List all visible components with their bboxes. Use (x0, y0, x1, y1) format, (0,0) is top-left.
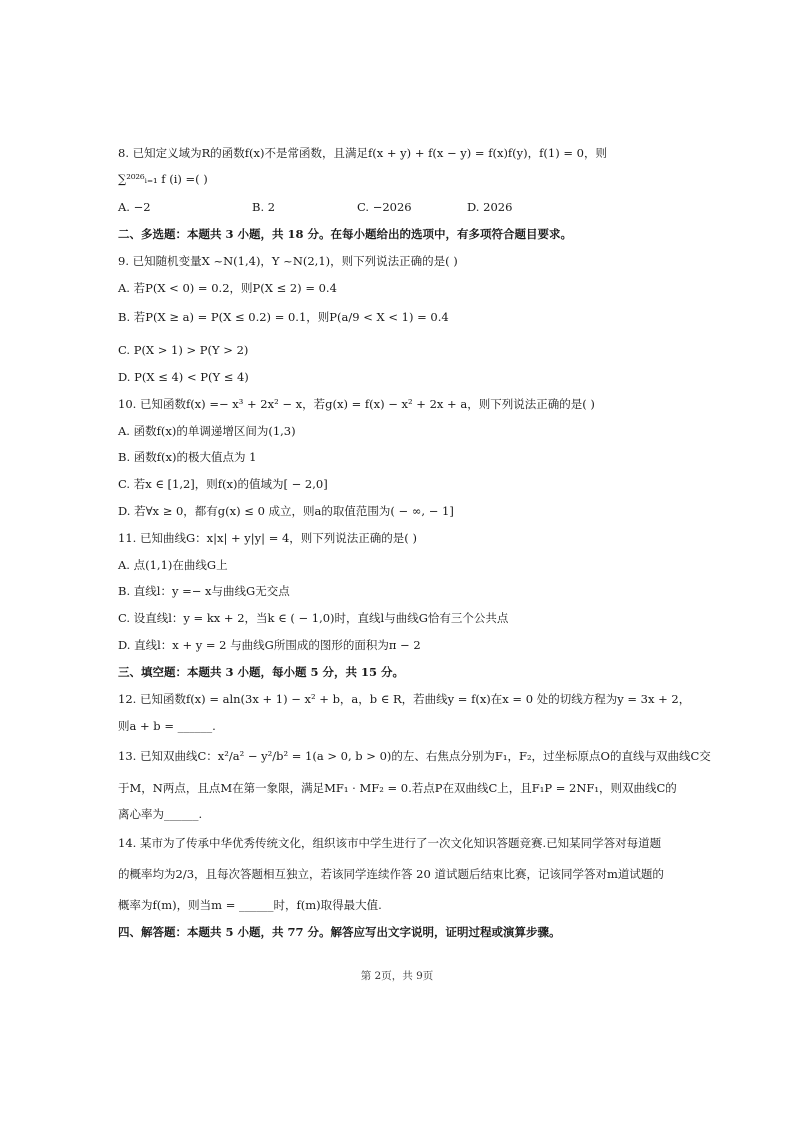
q8-option-d: D. 2026 (467, 200, 513, 214)
q12-line1: 12. 已知函数f(x) = aln(3x + 1) − x² + b，a，b ∈ R，若曲线y = f(x)在x = 0 处的切线方程为y = 3x + 2， (118, 692, 691, 706)
q8-option-b: B. 2 (252, 200, 276, 214)
q13-line2: 于M，N两点，且点M在第一象限，满足MF₁ · MF₂ = 0.若点P在双曲线C上，且F₁P = 2NF₁，则双曲线C的 (118, 781, 677, 795)
q11-option-c: C. 设直线l：y = kx + 2，当k ∈ ( − 1,0)时，直线l与曲线G恰有三个公共点 (118, 611, 509, 625)
q10-option-c: C. 若x ∈ [1,2]，则f(x)的值域为[ − 2,0] (118, 477, 328, 491)
q10-option-b: B. 函数f(x)的极大值点为 1 (118, 450, 257, 464)
page-footer: 第 2页，共 9页 (360, 970, 434, 982)
q11-stem: 11. 已知曲线G：x|x| + y|y| = 4，则下列说法正确的是( ) (118, 531, 417, 545)
q8-stem-line1: 8. 已知定义域为R的函数f(x)不是常函数，且满足f(x + y) + f(x − y) = f(x)f(y)，f(1) = 0，则 (118, 146, 607, 160)
q9-option-a: A. 若P(X < 0) = 0.2，则P(X ≤ 2) = 0.4 (118, 281, 337, 295)
q8-stem-line2: ∑²⁰²⁶ᵢ₌₁ f (i) =( ) (118, 172, 208, 186)
q14-line2: 的概率均为2/3，且每次答题相互独立，若该同学连续作答 20 道试题后结束比赛，记该同学答对m道试题的 (118, 867, 664, 881)
section-4-heading: 四、解答题：本题共 5 小题，共 77 分。解答应写出文字说明，证明过程或演算步骤。 (118, 925, 561, 939)
q9-option-d: D. P(X ≤ 4) < P(Y ≤ 4) (118, 370, 249, 384)
q11-option-b: B. 直线l：y =− x与曲线G无交点 (118, 584, 290, 598)
q8-option-a: A. −2 (118, 200, 151, 214)
section-2-heading: 二、多选题：本题共 3 小题，共 18 分。在每小题给出的选项中，有多项符合题目要求。 (118, 227, 573, 241)
q13-line1: 13. 已知双曲线C：x²/a² − y²/b² = 1(a > 0, b > 0)的左、右焦点分别为F₁，F₂，过坐标原点O的直线与双曲线C交 (118, 749, 711, 763)
q14-line3: 概率为f(m)，则当m = ______时，f(m)取得最大值. (118, 898, 382, 912)
q10-option-a: A. 函数f(x)的单调递增区间为(1,3) (118, 424, 296, 438)
q9-option-c: C. P(X > 1) > P(Y > 2) (118, 343, 249, 357)
q11-option-d: D. 直线l：x + y = 2 与曲线G所围成的图形的面积为π − 2 (118, 638, 421, 652)
q13-line3: 离心率为______. (118, 807, 203, 821)
q12-line2: 则a + b = ______. (118, 719, 216, 733)
q10-stem: 10. 已知函数f(x) =− x³ + 2x² − x，若g(x) = f(x) − x² + 2x + a，则下列说法正确的是( ) (118, 397, 595, 411)
q9-option-b: B. 若P(X ≥ a) = P(X ≤ 0.2) = 0.1，则P(a/9 < X < 1) = 0.4 (118, 310, 449, 324)
q14-line1: 14. 某市为了传承中华优秀传统文化，组织该市中学生进行了一次文化知识答题竞赛.已知某同学答对每道题 (118, 836, 662, 850)
q10-option-d: D. 若∀x ≥ 0，都有g(x) ≤ 0 成立，则a的取值范围为( − ∞, − 1] (118, 504, 454, 518)
q8-option-c: C. −2026 (357, 200, 412, 214)
q11-option-a: A. 点(1,1)在曲线G上 (118, 558, 228, 572)
section-3-heading: 三、填空题：本题共 3 小题，每小题 5 分，共 15 分。 (118, 665, 405, 679)
q9-stem: 9. 已知随机变量X ~N(1,4)，Y ~N(2,1)，则下列说法正确的是( ) (118, 254, 458, 268)
